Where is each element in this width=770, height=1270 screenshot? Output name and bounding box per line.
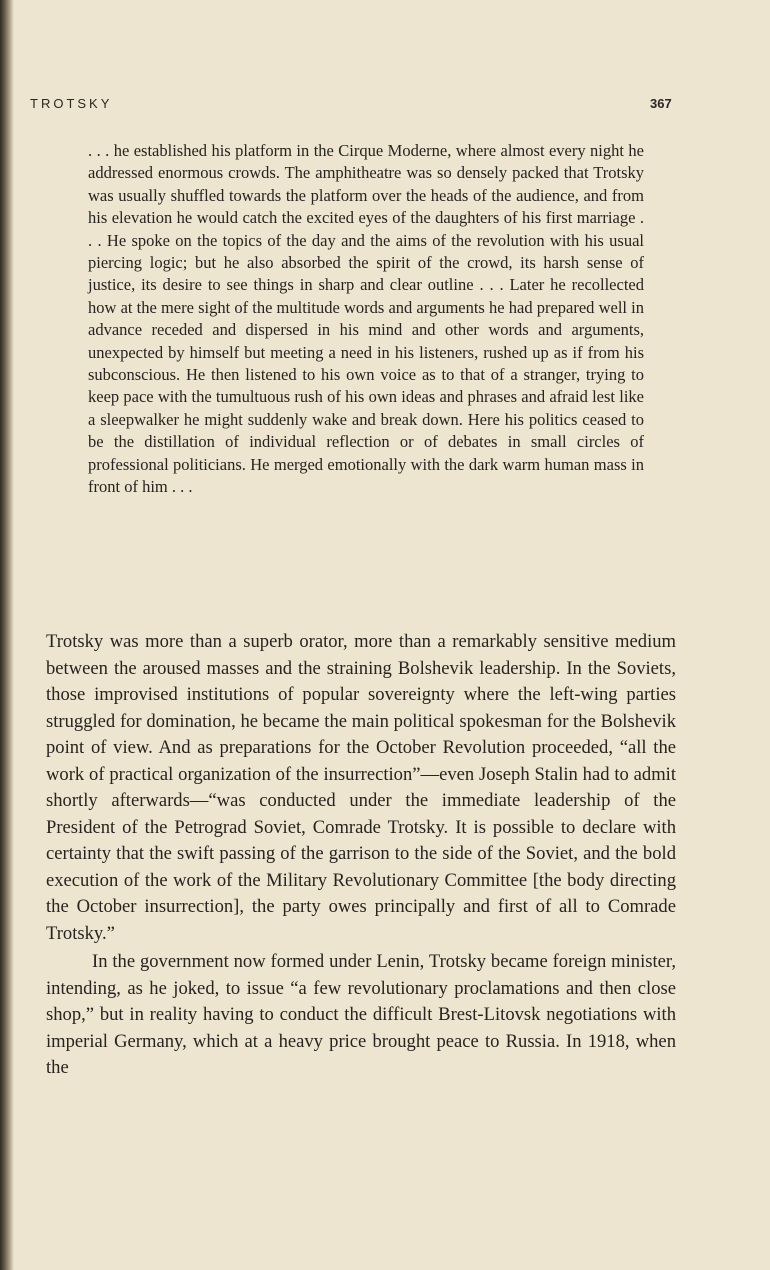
running-head: TROTSKY	[30, 96, 113, 111]
page-number: 367	[650, 96, 672, 111]
block-quote: . . . he established his platform in the Cirque Moderne, where almost every night he addressed enormous crowds. The amphitheatre was so densely packed that Trotsky was usually shuffled towards the platform over the heads of the audience, and from his elevation he would catch the excited eyes of the daughters of his first marriage . . . He spoke on the topics of the day and the aims of the revolution with his usual piercing logic; but he also absorbed the spirit of the crowd, its harsh sense of justice, its desire to see things in sharp and clear outline . . . Later he recollected how at the mere sight of the multitude words and arguments he had prepared well in advance receded and dispersed in his mind and other words and arguments, unexpected by himself but meeting a need in his listeners, rushed up as if from his subconscious. He then listened to his own voice as to that of a stranger, trying to keep pace with the tumultuous rush of his own ideas and phrases and afraid lest like a sleepwalker he might suddenly wake and break down. Here his politics ceased to be the distillation of individual reflection or of debates in small circles of professional politicians. He merged emotionally with the dark warm human mass in front of him . . .	[88, 141, 644, 497]
paragraph: In the government now formed under Lenin, Trotsky became foreign minister, intending, as he joked, to issue “a few revolutionary proclamations and then close shop,” but in reality having to conduct the difficult Brest-Litovsk negotiations with imperial Germany, which at a heavy price brought peace to Russia. In 1918, when the	[46, 951, 676, 1078]
paragraph: Trotsky was more than a superb orator, more than a remarkably sensitive medium between the aroused masses and the straining Bolshevik leadership. In the Soviets, those improvised institutions of popular sovereignty where the left-wing parties struggled for domination, he became the main political spokesman for the Bolshevik point of view. And as preparations for the October Revolution proceeded, “all the work of practical organization of the insurrection”—even Joseph Stalin had to admit shortly afterwards—“was conducted under the immediate leadership of the President of the Petrograd Soviet, Comrade Trotsky. It is possible to declare with certainty that the swift passing of the garrison to the side of the Soviet, and the bold execution of the work of the Military Revolutionary Committee [the body directing the October insurrection], the party owes principally and first of all to Comrade Trotsky.”	[46, 631, 676, 944]
body-text	[46, 629, 676, 1082]
